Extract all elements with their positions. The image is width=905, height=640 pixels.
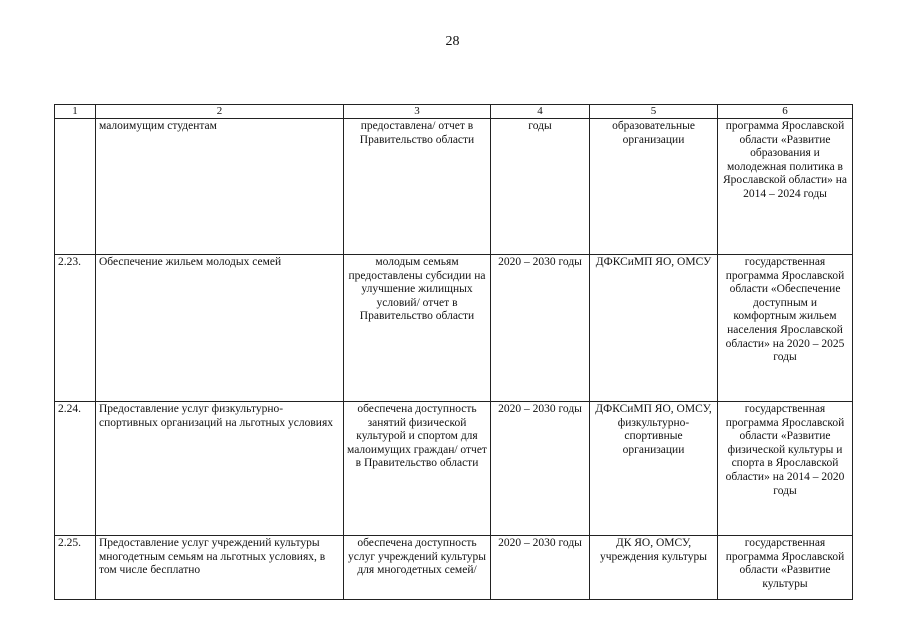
period-cell: 2020 – 2030 годы	[491, 255, 590, 402]
executor-cell: ДФКСиМП ЯО, ОМСУ, физкультурно-спортивные организации	[590, 402, 718, 536]
measure-cell: малоимущим студентам	[96, 119, 344, 255]
header-cell: 6	[718, 105, 853, 119]
executor-cell: образовательные организации	[590, 119, 718, 255]
program-cell: государственная программа Ярославской области «Обеспечение доступным и комфортным жильем населения Ярославской области» на 2020 – 2025 годы	[718, 255, 853, 402]
header-cell: 2	[96, 105, 344, 119]
row-number: 2.24.	[55, 402, 96, 536]
table-row	[55, 536, 853, 600]
program-cell: государственная программа Ярославской области «Развитие культуры	[718, 536, 853, 600]
measures-table	[54, 104, 853, 600]
period-cell: годы	[491, 119, 590, 255]
executor-cell: ДК ЯО, ОМСУ, учреждения культуры	[590, 536, 718, 600]
row-number: 2.25.	[55, 536, 96, 600]
row-number: 2.23.	[55, 255, 96, 402]
table-header-row	[55, 105, 853, 119]
period-cell: 2020 – 2030 годы	[491, 402, 590, 536]
header-cell: 4	[491, 105, 590, 119]
page-number: 28	[445, 34, 460, 49]
period-cell: 2020 – 2030 годы	[491, 536, 590, 600]
measure-cell: Предоставление услуг физкультурно-спортивных организаций на льготных условиях	[96, 402, 344, 536]
program-cell: программа Ярославской области «Развитие образования и молодежная политика в Ярославской области» на 2014 – 2024 годы	[718, 119, 853, 255]
result-cell: предоставлена/ отчет в Правительство области	[344, 119, 491, 255]
result-cell: молодым семьям предоставлены субсидии на улучшение жилищных условий/ отчет в Правительство области	[344, 255, 491, 402]
row-number	[55, 119, 96, 255]
measure-cell: Обеспечение жильем молодых семей	[96, 255, 344, 402]
program-cell: государственная программа Ярославской области «Развитие физической культуры и спорта в Ярославской области» на 2014 – 2020 годы	[718, 402, 853, 536]
result-cell: обеспечена доступность занятий физической культурой и спортом для малоимущих граждан/ отчет в Правительство области	[344, 402, 491, 536]
header-cell: 3	[344, 105, 491, 119]
header-cell: 1	[55, 105, 96, 119]
executor-cell: ДФКСиМП ЯО, ОМСУ	[590, 255, 718, 402]
table-row	[55, 119, 853, 255]
header-cell: 5	[590, 105, 718, 119]
result-cell: обеспечена доступность услуг учреждений культуры для многодетных семей/	[344, 536, 491, 600]
measure-cell: Предоставление услуг учреждений культуры многодетным семьям на льготных условиях, в том числе бесплатно	[96, 536, 344, 600]
table-row	[55, 255, 853, 402]
table-row	[55, 402, 853, 536]
